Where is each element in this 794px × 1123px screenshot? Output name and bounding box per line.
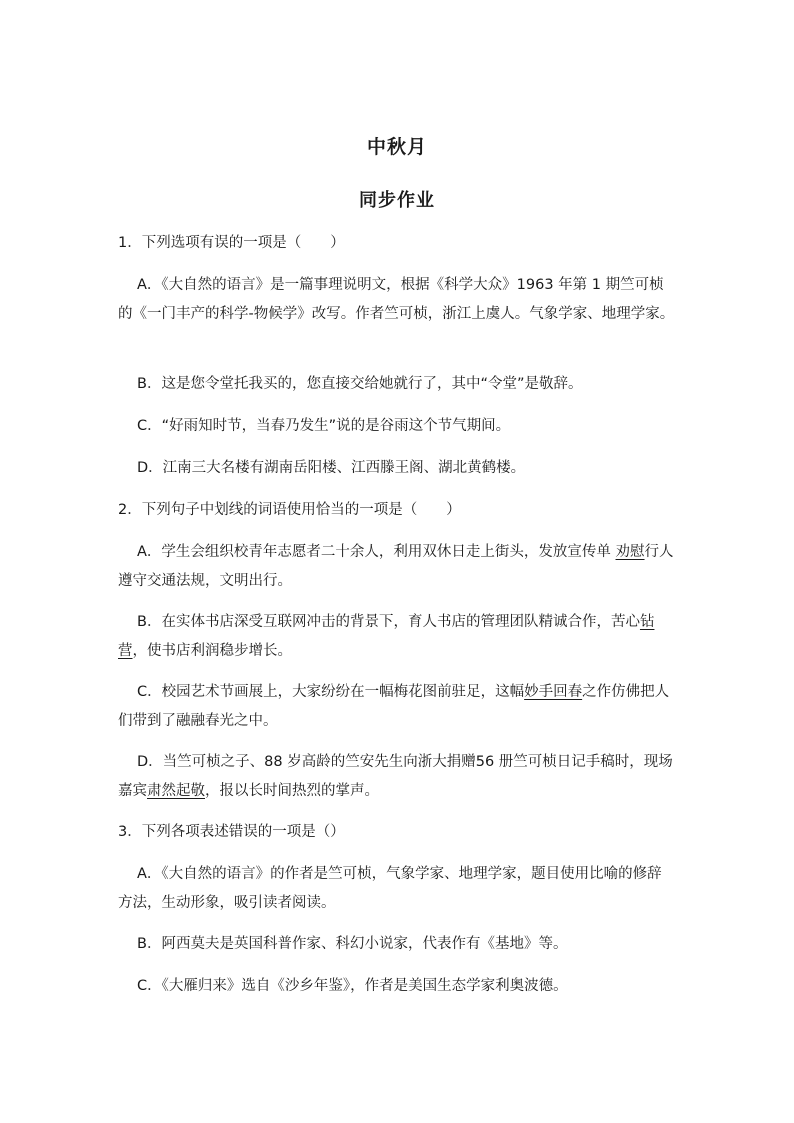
- question-1-option-c: C．“好雨知时节，当春乃发生”说的是谷雨这个节气期间。: [137, 418, 511, 434]
- option-text: ，使书店利润稳步增长。: [132, 642, 292, 659]
- question-2-option-b: [118, 608, 676, 665]
- question-1-stem: 1．下列选项有误的一项是（ ）: [118, 235, 345, 251]
- option-text: D．当竺可桢之子、88 岁高龄的竺安先生向浙大捐赠56 册竺可桢日记手稿时，现场嘉宾: [118, 754, 673, 799]
- underlined-term: 劝慰: [615, 544, 645, 560]
- question-2-option-c: [118, 678, 676, 735]
- question-1-option-a: A．《大自然的语言》是一篇事理说明文，根据《科学大众》1963 年第 1 期竺可桢的《一门丰产的科学-物候学》改写。作者竺可桢，浙江上虞人。气象学家、地理学家。: [118, 277, 675, 322]
- document-title: 中秋月: [366, 136, 427, 158]
- document-subtitle: 同步作业: [359, 190, 435, 211]
- question-3-option-b: B．阿西莫夫是英国科普作家、科幻小说家，代表作有《基地》等。: [137, 936, 568, 952]
- option-text: C．校园艺术节画展上，大家纷纷在一幅梅花图前驻足，这幅: [137, 684, 525, 700]
- option-text: 之作仿佛把人们带到了融融春光之中。: [118, 684, 670, 729]
- question-2-option-d: [118, 748, 676, 805]
- underlined-term: 钻营: [118, 614, 655, 659]
- question-3-option-a: A．《大自然的语言》的作者是竺可桢，气象学家、地理学家，题目使用比喻的修辞方法，生动形象，吸引读者阅读。: [118, 866, 662, 911]
- question-2-stem: 2．下列句子中划线的词语使用恰当的一项是（ ）: [118, 502, 461, 518]
- question-3-option-c: C．《大雁归来》选自《沙乡年鉴》，作者是美国生态学家利奥波德。: [137, 978, 568, 994]
- option-text: B．在实体书店深受互联网冲击的背景下，育人书店的管理团队精诚合作，苦心: [137, 614, 640, 630]
- underlined-term: 肃然起敬: [147, 782, 205, 799]
- question-1-option-d: D．江南三大名楼有湖南岳阳楼、江西滕王阁、湖北黄鹤楼。: [137, 460, 526, 476]
- option-text: A．学生会组织校青年志愿者二十余人，利用双休日走上街头，发放宣传单: [137, 544, 616, 560]
- option-text: 行人遵守交通法规，文明出行。: [118, 544, 674, 589]
- question-2-option-a: [118, 538, 676, 595]
- question-3-stem: 3．下列各项表述错误的一项是（）: [118, 824, 345, 840]
- question-1-option-b: B．这是您令堂托我买的，您直接交给她就行了，其中“令堂”是敬辞。: [137, 376, 583, 392]
- underlined-term: 妙手回春: [524, 684, 583, 700]
- option-text: ，报以长时间热烈的掌声。: [205, 782, 379, 799]
